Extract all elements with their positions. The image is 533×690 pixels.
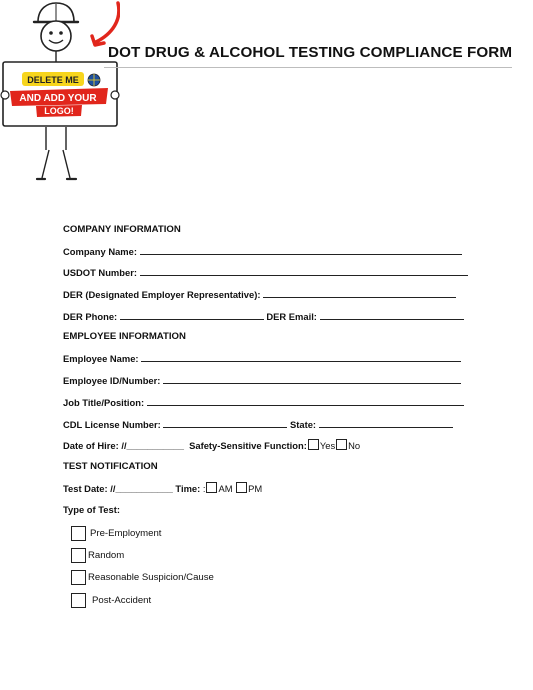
job-title-field[interactable] [147,396,464,406]
red-arrow-icon [96,3,119,42]
employee-id-label: Employee ID/Number: [63,375,161,386]
der-label: DER (Designated Employer Representative): [63,289,261,300]
no-checkbox[interactable] [336,439,347,450]
company-name-label: Company Name: [63,246,137,257]
employee-name-row [63,352,461,364]
am-checkbox[interactable] [206,482,217,493]
post-accident-checkbox[interactable] [71,593,86,608]
hire-row [63,439,360,451]
time-label: Time: [175,483,201,494]
company-name-field[interactable] [140,245,462,255]
employee-name-label: Employee Name: [63,353,139,364]
der-contact-row [63,310,464,322]
employee-id-row [63,374,461,386]
post-accident-label: Post-Accident [92,595,152,606]
form-title: DOT DRUG & ALCOHOL TESTING COMPLIANCE FORM [108,44,513,61]
usdot-row [63,266,468,278]
random-label: Random [88,550,125,561]
reasonable-suspicion-label: Reasonable Suspicion/Cause [88,572,214,583]
logo-placeholder-illustration [0,0,120,185]
reasonable-suspicion-checkbox[interactable] [71,570,86,585]
usdot-field[interactable] [140,266,468,276]
date-of-hire-label[interactable]: Date of Hire: //___________ [63,440,184,451]
pre-employment-label: Pre-Employment [90,528,162,539]
employee-id-field[interactable] [163,374,461,384]
company-info-heading: COMPANY INFORMATION [63,224,181,235]
der-email-field[interactable] [320,310,464,320]
employee-name-field[interactable] [141,352,461,362]
logo-line-2: AND ADD YOUR [19,93,97,104]
time-prefix: : [202,483,206,494]
der-field[interactable] [263,288,456,298]
employee-info-heading: EMPLOYEE INFORMATION [63,331,186,342]
am-label: AM [218,483,233,494]
cdl-label: CDL License Number: [63,419,161,430]
test-date-row [63,482,262,494]
usdot-label: USDOT Number: [63,267,137,278]
der-email-label: DER Email: [266,311,317,322]
company-name-row [63,245,462,257]
job-title-label: Job Title/Position: [63,397,145,408]
logo-line-1: DELETE ME [27,75,79,85]
der-phone-field[interactable] [120,310,264,320]
yes-label: Yes [319,440,336,451]
pre-employment-checkbox[interactable] [71,526,86,541]
cdl-row [63,418,453,430]
der-row [63,288,456,300]
test-date-label[interactable]: Test Date: //___________ [63,483,173,494]
safety-sensitive-label: Safety-Sensitive Function: [189,440,307,451]
type-of-test-label: Type of Test: [63,504,120,515]
job-title-row [63,396,464,408]
state-field[interactable] [319,418,453,428]
yes-checkbox[interactable] [308,439,319,450]
cdl-field[interactable] [163,418,287,428]
pm-label: PM [248,483,263,494]
random-checkbox[interactable] [71,548,86,563]
pm-checkbox[interactable] [236,482,247,493]
der-phone-label: DER Phone: [63,311,118,322]
test-notification-heading: TEST NOTIFICATION [63,461,158,472]
logo-line-3: LOGO! [44,106,74,116]
state-label: State: [289,419,317,430]
no-label: No [348,440,361,451]
title-divider [104,67,512,68]
